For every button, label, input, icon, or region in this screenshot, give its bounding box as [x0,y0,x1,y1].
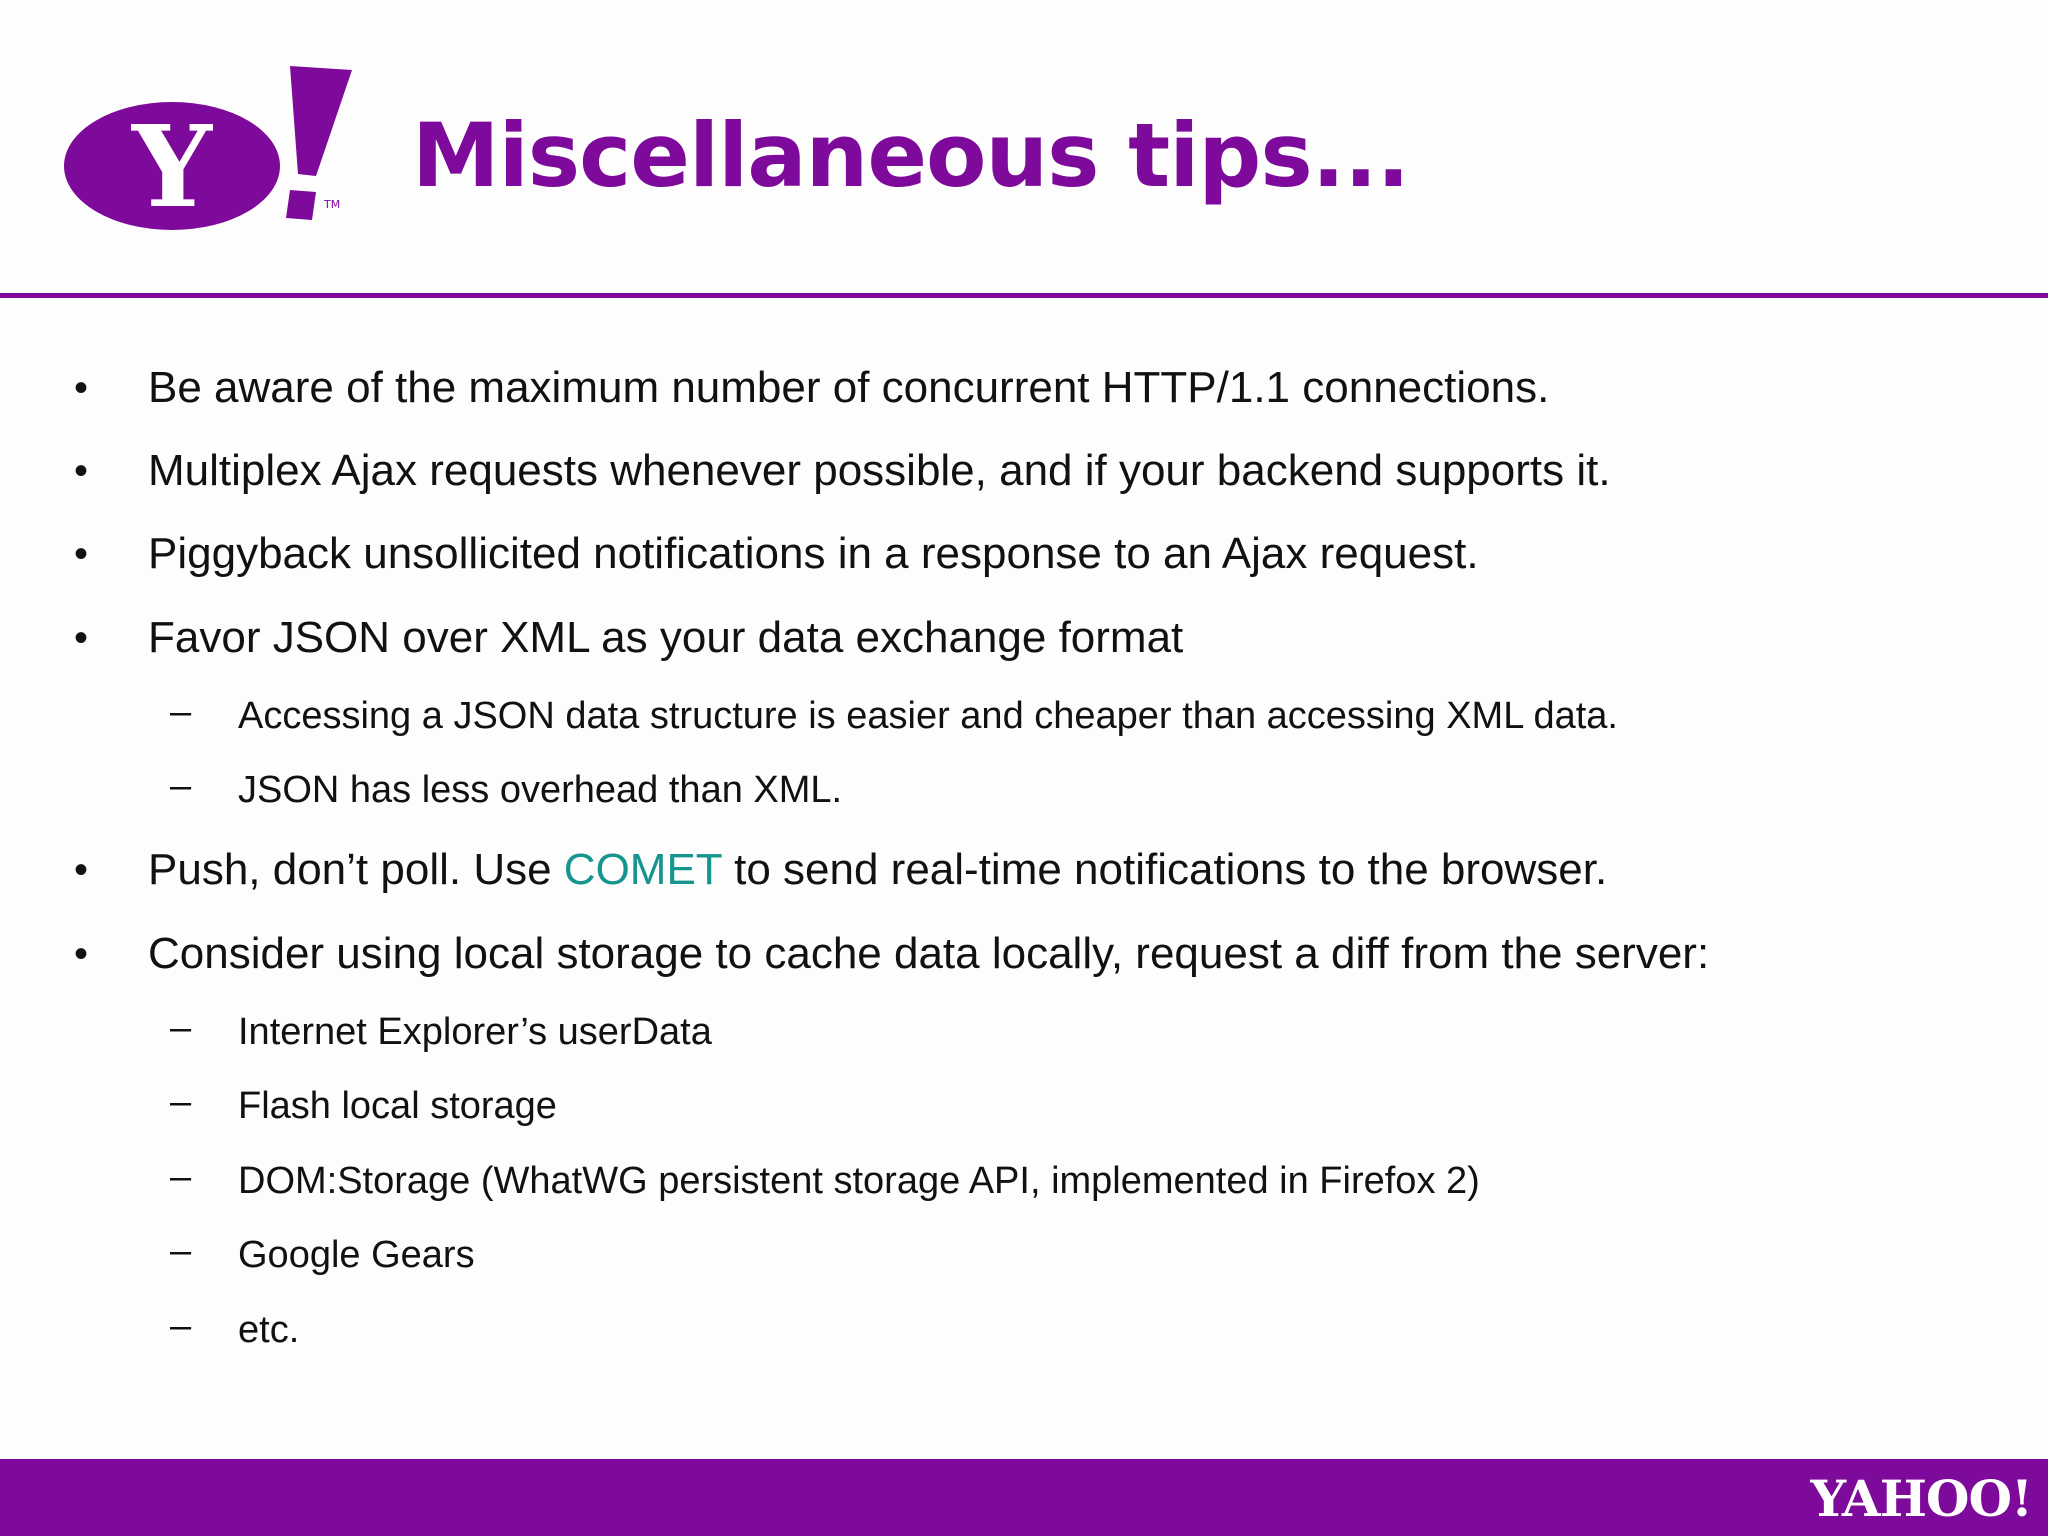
dash-marker: – [170,1081,192,1123]
sub-list-item [0,762,2048,818]
dash-marker: – [170,691,192,733]
dash-marker: – [170,1156,192,1198]
sub-list-item [0,1004,2048,1060]
sub-list-item-text: DOM:Storage (WhatWG persistent storage API, implemented in Firefox 2) [238,1160,1480,1202]
list-item-text [148,840,1607,900]
dash-marker: – [170,765,192,807]
list-item-text: Multiplex Ajax requests whenever possible, and if your backend supports it. [148,446,1611,495]
bullet-marker: • [74,532,89,576]
list-item [0,358,2048,418]
sub-list-item [0,688,2048,744]
sub-list-item-text: Google Gears [238,1234,475,1276]
sub-list-item-text: Internet Explorer’s userData [238,1011,712,1053]
sub-list-item [0,1153,2048,1209]
footer-bar [0,1459,2048,1536]
sub-list-item-text: etc. [238,1309,300,1351]
bullet-marker: • [74,932,89,976]
comet-link[interactable]: COMET [563,845,722,894]
sub-list-item-text: JSON has less overhead than XML. [238,769,843,811]
list-item [0,608,2048,668]
text-before-link: Push, don’t poll. Use [148,845,564,894]
list-item-text: Consider using local storage to cache data locally, request a diff from the server: [148,929,1710,978]
sub-list-item [0,1078,2048,1134]
bullet-marker: • [74,449,89,493]
list-item-text: Piggyback unsollicited notifications in a response to an Ajax request. [148,529,1479,578]
list-item [0,924,2048,984]
yahoo-logo [62,60,362,232]
dash-marker: – [170,1305,192,1347]
dash-marker: – [170,1007,192,1049]
list-item-text: Favor JSON over XML as your data exchange format [148,613,1184,662]
list-item [0,441,2048,501]
logo-trademark: TM [324,198,341,211]
sub-list-item [0,1302,2048,1358]
list-item [0,840,2048,900]
list-item [0,524,2048,584]
bullet-marker: • [74,366,89,410]
sub-list-item-text: Flash local storage [238,1085,557,1127]
bullet-marker: • [74,848,89,892]
slide-title: Miscellaneous tips... [412,104,1410,207]
text-after-link: to send real-time notifications to the browser. [721,845,1608,894]
sub-list-item-text: Accessing a JSON data structure is easier and cheaper than accessing XML data. [238,695,1618,737]
bullet-marker: • [74,616,89,660]
logo-letter: Y [132,102,212,232]
dash-marker: – [170,1230,192,1272]
list-item-text: Be aware of the maximum number of concurrent HTTP/1.1 connections. [148,363,1550,412]
title-divider [0,293,2048,298]
footer-yahoo-logo: YAHOO! [1810,1469,2032,1528]
sub-list-item [0,1227,2048,1283]
